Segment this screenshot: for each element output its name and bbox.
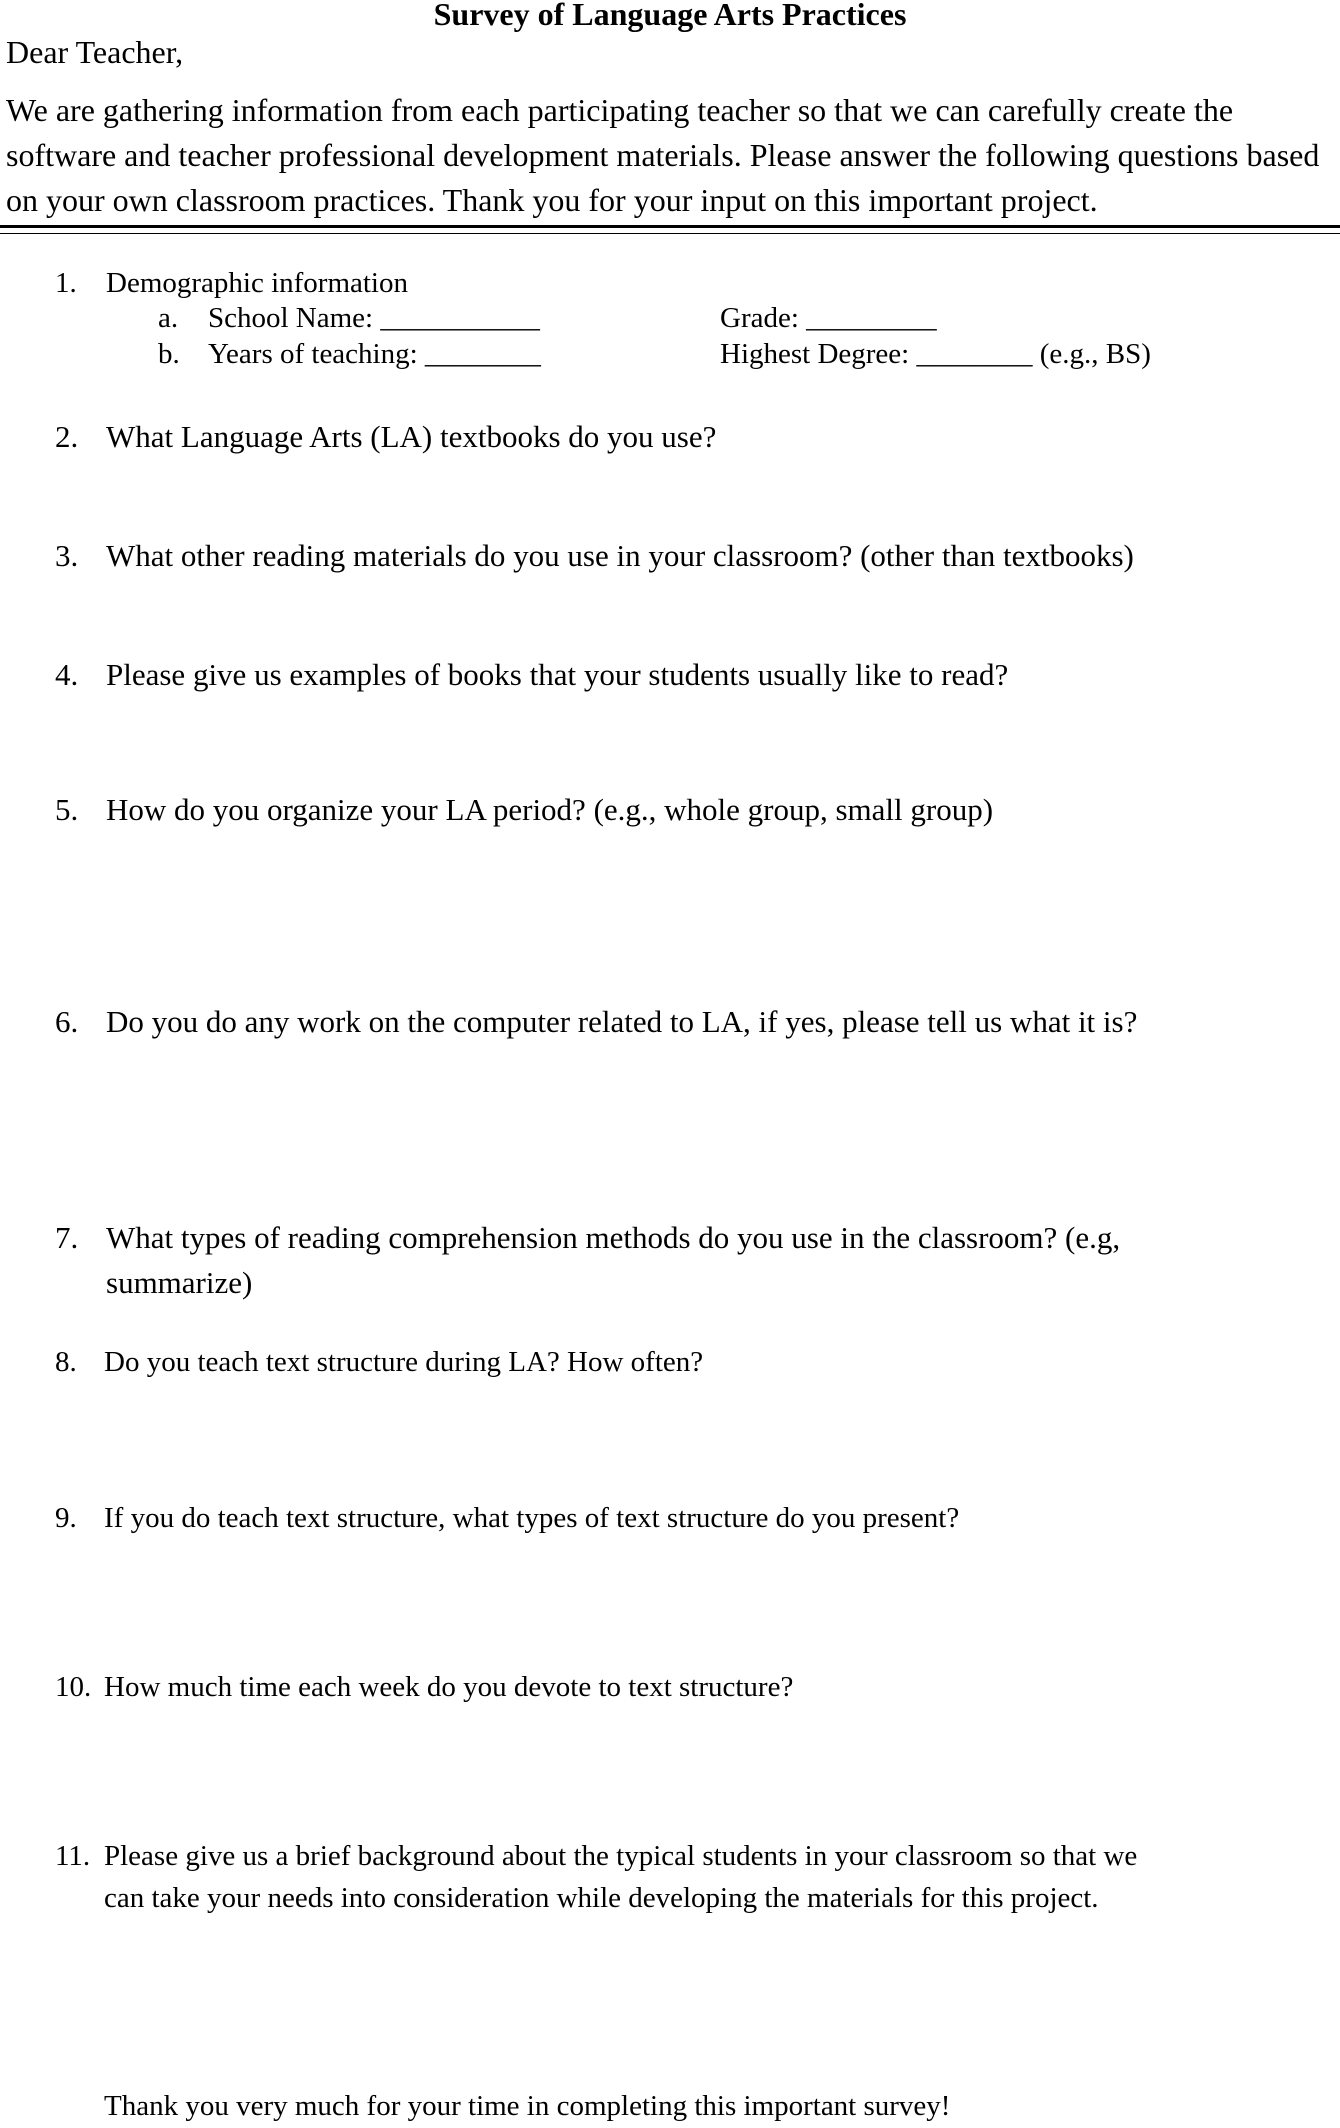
question-text: What other reading materials do you use in your classroom? (other than textbooks) [106, 538, 1134, 573]
highest-degree-field[interactable]: Highest Degree: ________ (e.g., BS) [720, 338, 1151, 370]
question-text: Demographic information [106, 267, 408, 299]
question-text: Please give us a brief background about the typical students in your classroom so that we [104, 1840, 1138, 1872]
greeting: Dear Teacher, [6, 34, 184, 70]
question-text-continued: can take your needs into consideration while developing the materials for this project. [104, 1882, 1099, 1914]
question-text: What Language Arts (LA) textbooks do you use? [106, 419, 717, 454]
question-text: What types of reading comprehension methods do you use in the classroom? (e.g, [106, 1220, 1121, 1255]
grade-field[interactable]: Grade: _________ [720, 302, 937, 334]
sub-item-letter: a. [158, 302, 179, 334]
question-number: 4. [55, 657, 79, 692]
sub-item-letter: b. [158, 338, 180, 370]
question-number: 11. [55, 1840, 91, 1872]
question-number: 9. [55, 1502, 77, 1534]
question-number: 8. [55, 1346, 77, 1378]
question-text: Please give us examples of books that your students usually like to read? [106, 657, 1009, 692]
page-title: Survey of Language Arts Practices [433, 0, 907, 32]
question-number: 2. [55, 419, 79, 454]
question-text: How do you organize your LA period? (e.g., whole group, small group) [106, 792, 994, 827]
question-text: If you do teach text structure, what types of text structure do you present? [104, 1502, 960, 1534]
question-number: 7. [55, 1220, 79, 1255]
question-number: 5. [55, 792, 79, 827]
divider-thick [0, 225, 1340, 228]
question-text-continued: summarize) [106, 1265, 253, 1300]
question-number: 6. [55, 1004, 79, 1039]
question-number: 10. [55, 1671, 92, 1703]
question-number: 1. [55, 267, 77, 299]
intro-paragraph: We are gathering information from each participating teacher so that we can carefully create the software and teacher professional development materials. Please answer the following questions based on your own classroom practices. Thank you for your input on this important project. [6, 92, 1320, 218]
school-name-field[interactable]: School Name: ___________ [208, 302, 540, 334]
divider-thin [0, 233, 1340, 234]
question-number: 3. [55, 538, 79, 573]
question-text: How much time each week do you devote to text structure? [104, 1671, 794, 1703]
years-teaching-field[interactable]: Years of teaching: ________ [208, 338, 541, 370]
closing-message: Thank you very much for your time in completing this important survey! [104, 2090, 951, 2122]
question-text: Do you teach text structure during LA? How often? [104, 1346, 704, 1378]
question-text: Do you do any work on the computer related to LA, if yes, please tell us what it is? [106, 1004, 1138, 1039]
